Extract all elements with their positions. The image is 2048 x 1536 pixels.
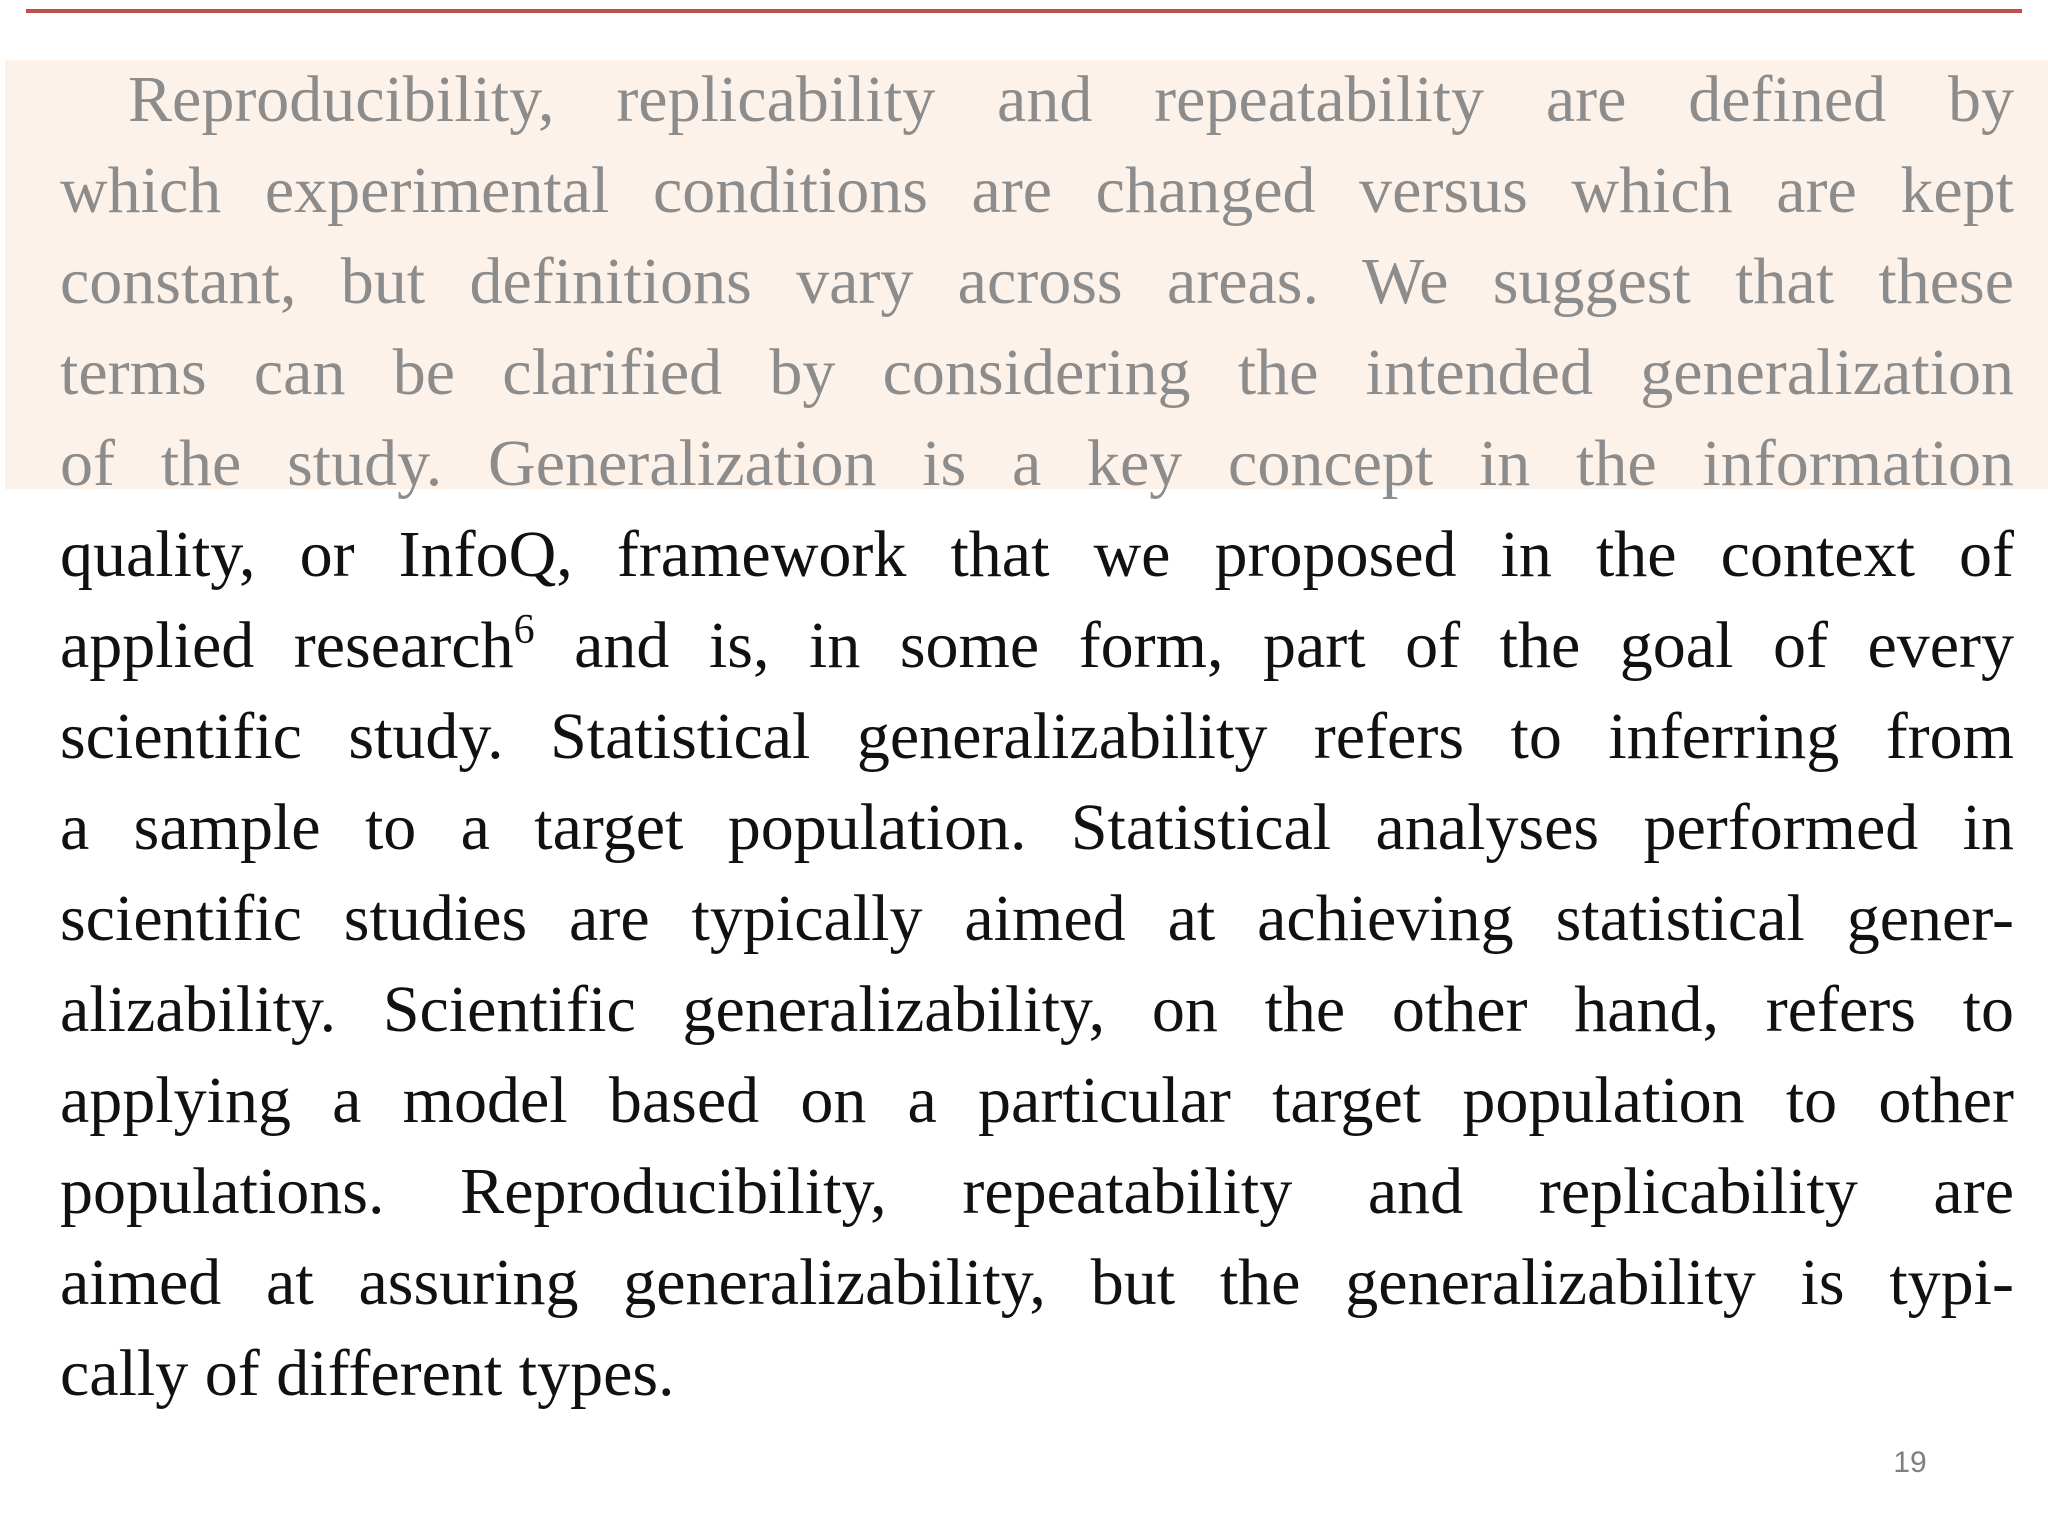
text-segment: applied research [60,609,514,682]
text-line: terms can be clarified by considering the intended generalization [60,336,2014,409]
text-line: scientific studies are typically aimed at achieving statistical gener- [60,882,2014,955]
text-line: scientific study. Statistical generalizability refers to inferring from [60,700,2014,773]
text-line: a sample to a target population. Statistical analyses performed in [60,791,2014,864]
text-line: alizability. Scientific generalizability, on the other hand, refers to [60,973,2014,1046]
text-line: quality, or InfoQ, framework that we proposed in the context of [60,518,2014,591]
text-line: of the study. Generalization is a key concept in the information [60,427,2014,500]
text-line: Reproducibility, replicability and repeatability are defined by [128,63,2014,136]
top-rule [26,9,2022,13]
text-line: populations. Reproducibility, repeatability and replicability are [60,1155,2014,1228]
text-line: applying a model based on a particular target population to other [60,1064,2014,1137]
text-line: cally of different types. [60,1337,675,1410]
text-line-with-citation [60,600,2014,691]
text-line: constant, but definitions vary across areas. We suggest that these [60,245,2014,318]
citation-superscript: 6 [513,607,535,653]
text-line: aimed at assuring generalizability, but the generalizability is typi- [60,1246,2014,1319]
page-number: 19 [1893,1446,1927,1479]
body-paragraph [60,54,2014,1419]
text-segment: and is, in some form, part of the goal of every [574,609,2015,682]
text-line: which experimental conditions are changed versus which are kept [60,154,2014,227]
